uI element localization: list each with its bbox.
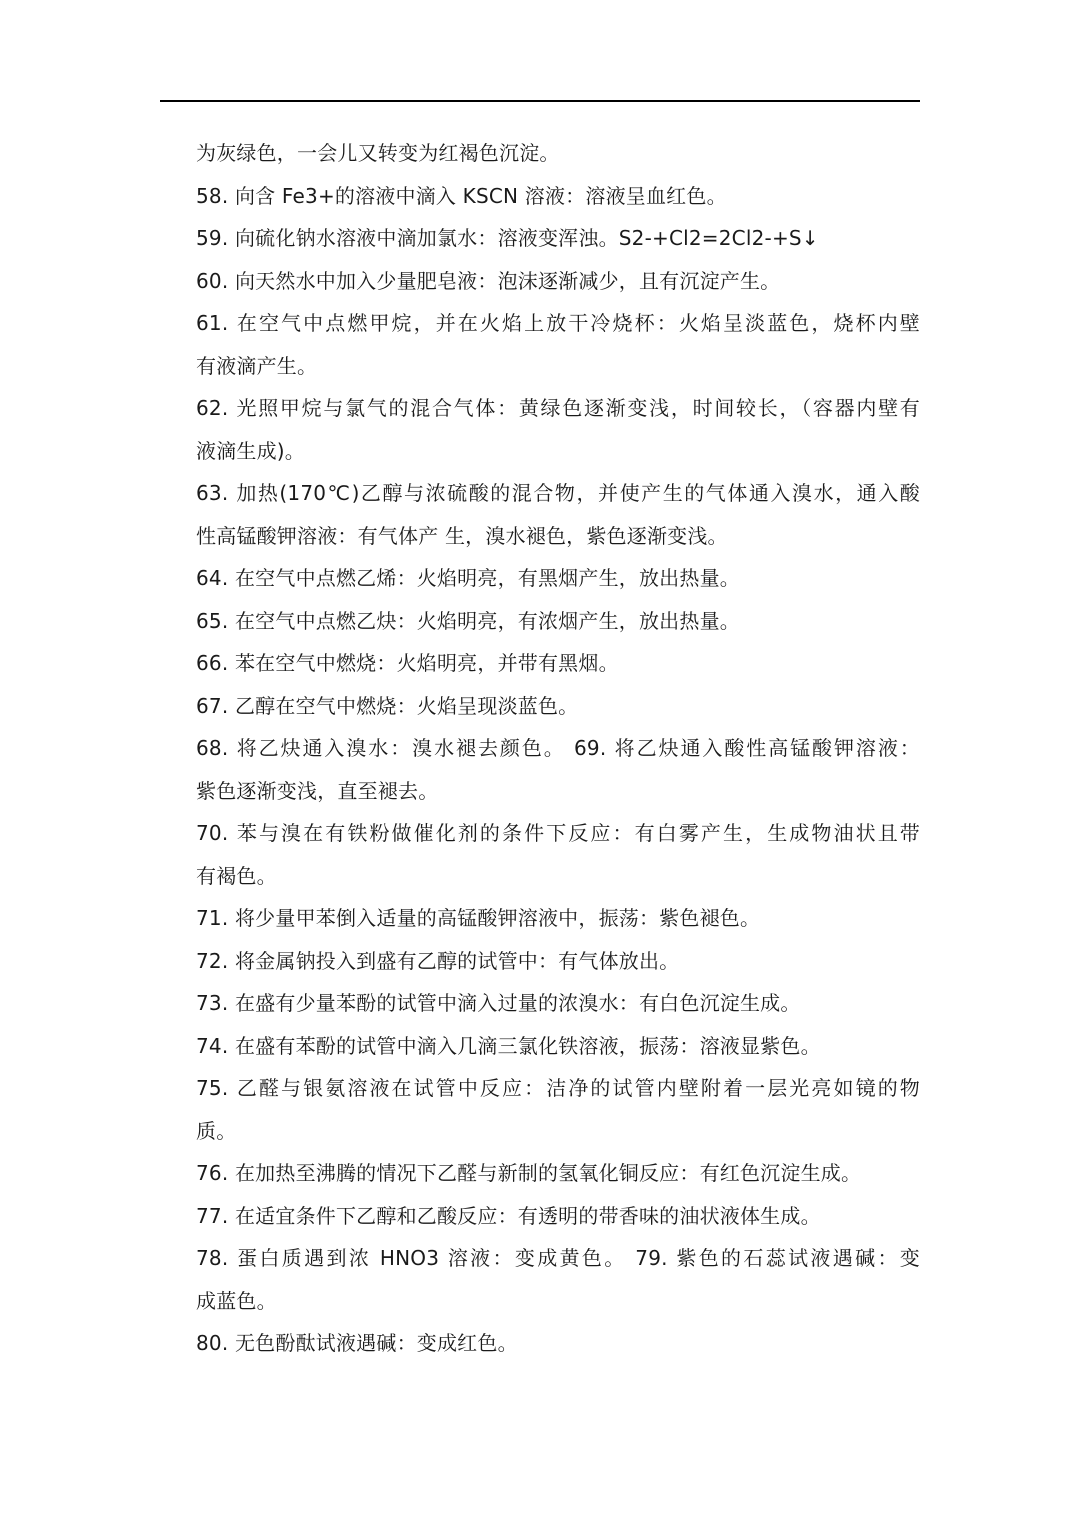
text-line: 71. 将少量甲苯倒入适量的高锰酸钾溶液中，振荡：紫色褪色。 bbox=[196, 906, 761, 930]
text-line: 58. 向含 Fe3+的溶液中滴入 KSCN 溶液：溶液呈血红色。 bbox=[196, 183, 727, 208]
text-line: 为灰绿色，一会儿又转变为红褐色沉淀。 bbox=[196, 141, 560, 165]
text-line: 68. 将乙炔通入溴水：溴水褪去颜色。 69. 将乙炔通入酸性高锰酸钾溶液： bbox=[196, 736, 920, 760]
text-line: 有液滴产生。 bbox=[196, 353, 318, 378]
document-body bbox=[196, 132, 920, 1365]
text-line: 78. 蛋白质遇到浓 HNO3 溶液：变成黄色。 79. 紫色的石蕊试液遇碱：变 bbox=[196, 1246, 920, 1270]
text-line: 80. 无色酚酞试液遇碱：变成红色。 bbox=[196, 1331, 518, 1355]
text-line: 63. 加热(170℃)乙醇与浓硫酸的混合物，并使产生的气体通入溴水，通入酸 bbox=[196, 481, 920, 505]
text-line: 62. 光照甲烷与氯气的混合气体：黄绿色逐渐变浅，时间较长，（容器内壁有 bbox=[196, 396, 920, 420]
text-line: 67. 乙醇在空气中燃烧：火焰呈现淡蓝色。 bbox=[196, 693, 579, 718]
header-rule bbox=[160, 100, 920, 102]
text-line: 成蓝色。 bbox=[196, 1288, 277, 1313]
text-line: 72. 将金属钠投入到盛有乙醇的试管中：有气体放出。 bbox=[196, 948, 680, 973]
text-line: 66. 苯在空气中燃烧：火焰明亮，并带有黑烟。 bbox=[196, 651, 619, 675]
text-line: 64. 在空气中点燃乙烯：火焰明亮，有黑烟产生，放出热量。 bbox=[196, 566, 740, 590]
text-line: 70. 苯与溴在有铁粉做催化剂的条件下反应：有白雾产生，生成物油状且带 bbox=[196, 821, 920, 845]
text-line: 59. 向硫化钠水溶液中滴加氯水：溶液变浑浊。S2-+Cl2=2Cl2-+S↓ bbox=[196, 226, 819, 250]
text-line: 77. 在适宜条件下乙醇和乙酸反应：有透明的带香味的油状液体生成。 bbox=[196, 1203, 821, 1228]
text-line: 73. 在盛有少量苯酚的试管中滴入过量的浓溴水：有白色沉淀生成。 bbox=[196, 991, 801, 1015]
text-line: 液滴生成)。 bbox=[196, 438, 306, 463]
text-line: 61. 在空气中点燃甲烷，并在火焰上放干冷烧杯：火焰呈淡蓝色，烧杯内壁 bbox=[196, 311, 920, 335]
text-line: 性高锰酸钾溶液：有气体产 生，溴水褪色，紫色逐渐变浅。 bbox=[196, 523, 728, 548]
text-line: 60. 向天然水中加入少量肥皂液：泡沫逐渐减少，且有沉淀产生。 bbox=[196, 268, 781, 293]
text-line: 75. 乙醛与银氨溶液在试管中反应：洁净的试管内壁附着一层光亮如镜的物 bbox=[196, 1076, 920, 1100]
text-line: 质。 bbox=[196, 1118, 237, 1143]
text-line: 76. 在加热至沸腾的情况下乙醛与新制的氢氧化铜反应：有红色沉淀生成。 bbox=[196, 1161, 862, 1185]
text-line: 有褐色。 bbox=[196, 863, 277, 888]
text-line: 65. 在空气中点燃乙炔：火焰明亮，有浓烟产生，放出热量。 bbox=[196, 608, 740, 633]
text-line: 74. 在盛有苯酚的试管中滴入几滴三氯化铁溶液，振荡：溶液显紫色。 bbox=[196, 1033, 821, 1058]
text-line: 紫色逐渐变浅，直至褪去。 bbox=[196, 778, 439, 803]
